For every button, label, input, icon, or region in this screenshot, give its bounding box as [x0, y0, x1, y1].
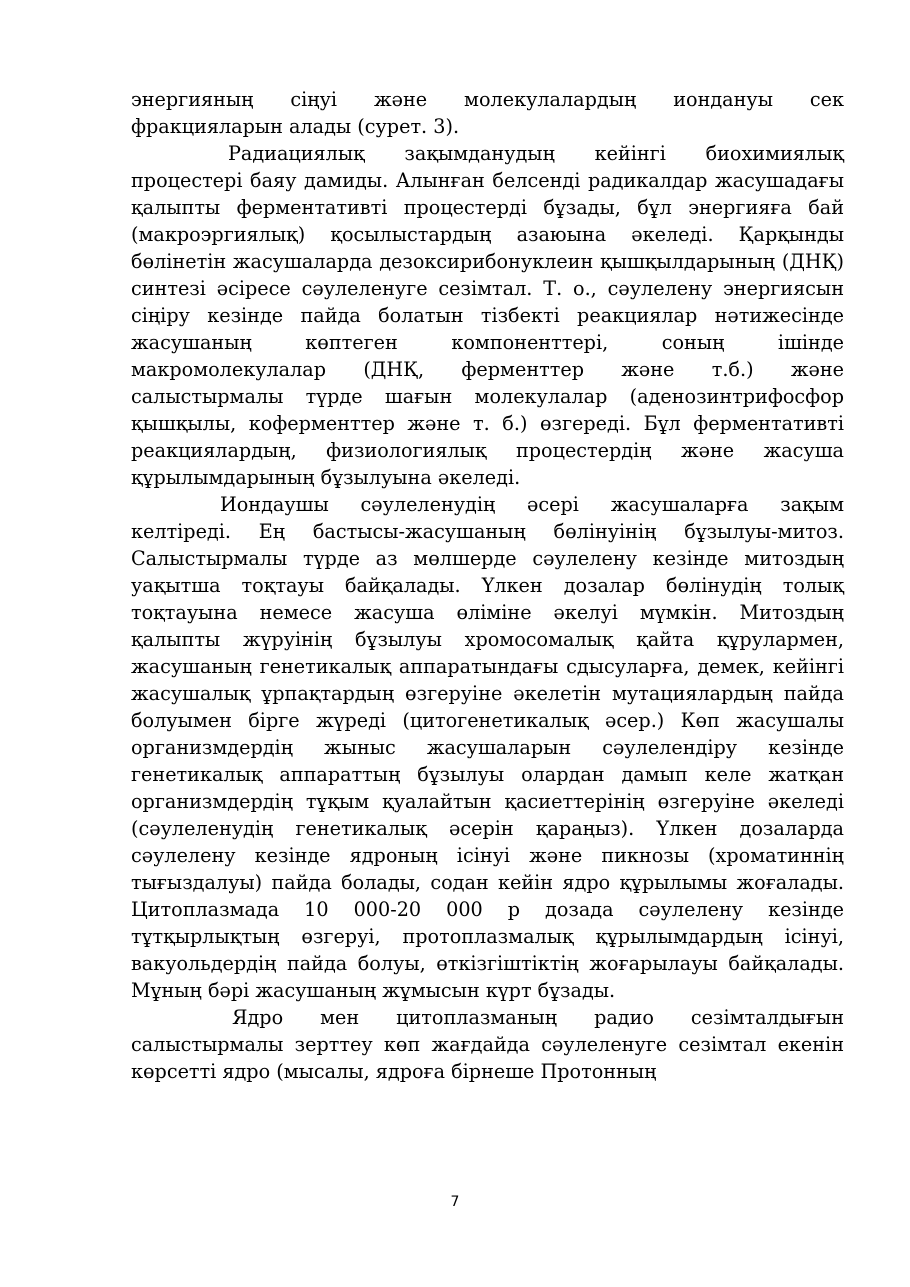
paragraph-ionizing-radiation-effects: Иондаушы сәулеленудің әсері жасушаларға зақым келтіреді. Ең бастысы-жасушаның бөлінуінің бұзылуы-митоз. Салыстырмалы түрде аз мөлшерде сәулелену кезінде митоздың уақытша тоқтауы байқалады. Үлкен дозалар бөлінудің толық тоқтауына немесе жасуша өліміне әкелуі мүмкін. Митоздың қалыпты жүруінің бұзылуы хромосомалық қайта құрулармен, жасушаның генетикалық аппаратындағы сдысуларға, демек, кейінгі жасушалық ұрпақтардың өзгеруіне әкелетін мутациялардың пайда болуымен бірге жүреді (цитогенетикалық әсер.) Көп жасушалы организмдердің жыныс жасушаларын сәулелендіру кезінде генетикалық аппараттың бұзылуы олардан дамып келе жатқан организмдердің тұқым қуалайтын қасиеттерінің өзгеруіне әкеледі (сәулеленудің генетикалық әсерін қараңыз). Үлкен дозаларда сәулелену кезінде ядроның ісінуі және пикнозы (хроматиннің тығыздалуы) пайда болады, содан кейін ядро құрылымы жоғалады. Цитоплазмада 10 000-20 000 р дозада сәулелену кезінде тұтқырлықтың өзгеруі, протоплазмалық құрылымдардың ісінуі, вакуольдердің пайда болуы, өткізгіштіктің жоғарылауы байқалады. Мұның бәрі жасушаның жұмысын күрт бұзады. — [131, 493, 844, 1002]
body-text — [131, 86, 844, 1085]
paragraph-biochemical-processes: Радиациялық зақымданудың кейінгі биохимиялық процестері баяу дамиды. Алынған белсенді радикалдар жасушадағы қалыпты ферментативті процестерді бұзады, бұл энергияға бай (макроэргиялық) қосылыстардың азаюына әкеледі. Қарқынды бөлінетін жасушаларда дезоксирибонуклеин қышқылдарының (ДНҚ) синтезі әсіресе сәулеленуге сезімтал. Т. о., сәулелену энергиясын сіңіру кезінде пайда болатын тізбекті реакциялар нәтижесінде жасушаның көптеген компоненттері, соның ішінде макромолекулалар (ДНҚ, ферменттер және т.б.) және салыстырмалы түрде шағын молекулалар (аденозинтрифосфор қышқылы, коферменттер және т. б.) өзгереді. Бұл ферментативті реакциялардың, физиологиялық процестердің және жасуша құрылымдарының бұзылуына әкеледі. — [131, 142, 844, 489]
paragraph-continuation: энергияның сіңуі және молекулалардың иондануы сек фракцияларын алады (сурет. 3). — [131, 88, 844, 138]
page-number: 7 — [450, 1194, 460, 1210]
paragraph-nucleus-cytoplasm: Ядро мен цитоплазманың радио сезімталдығын салыстырмалы зерттеу көп жағдайда сәулеленуге сезімтал екенін көрсетті ядро (мысалы, ядроға бірнеше Протонның — [131, 1006, 844, 1083]
